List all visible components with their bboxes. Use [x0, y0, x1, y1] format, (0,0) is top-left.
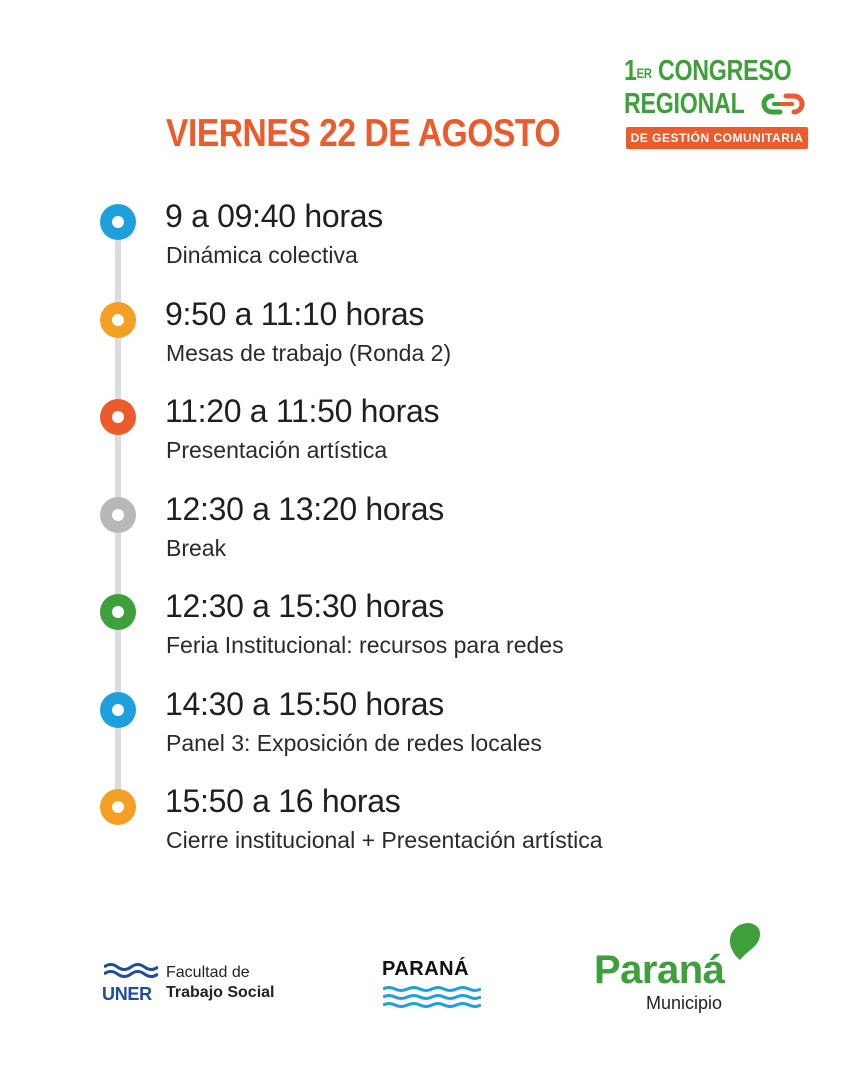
timeline-dot [100, 692, 136, 728]
schedule-desc: Panel 3: Exposición de redes locales [166, 730, 542, 756]
schedule-item [0, 296, 864, 376]
parana-municipio-name: Paraná [594, 948, 725, 992]
parana-waves-icon [383, 986, 481, 1008]
congress-line1 [624, 56, 791, 86]
schedule-desc: Presentación artística [166, 437, 388, 463]
schedule-time: 11:20 a 11:50 horas [165, 393, 440, 429]
congress-ordinal: 1 [624, 55, 637, 87]
schedule-item [0, 783, 864, 863]
congress-word: CONGRESO [651, 55, 792, 87]
schedule-time: 14:30 a 15:50 horas [165, 686, 444, 722]
congress-ordinal-suffix: ER [636, 65, 652, 81]
schedule-time: 12:30 a 13:20 horas [165, 491, 444, 527]
timeline-dot [100, 204, 136, 240]
schedule-time: 12:30 a 15:30 horas [165, 588, 444, 624]
day-title: VIERNES 22 DE AGOSTO [166, 112, 561, 155]
schedule-desc: Break [166, 535, 227, 561]
timeline-dot [100, 594, 136, 630]
timeline-dot [100, 789, 136, 825]
uner-faculty-line1: Facultad de [166, 964, 250, 981]
uner-logo [102, 962, 292, 1006]
parana-city-logo [382, 958, 482, 1010]
schedule-item [0, 198, 864, 278]
uner-waves-icon [104, 962, 158, 980]
schedule-desc: Feria Institucional: recursos para redes [166, 632, 564, 658]
schedule-item [0, 393, 864, 473]
timeline-dot [100, 497, 136, 533]
timeline-dot [100, 302, 136, 338]
timeline-dot [100, 399, 136, 435]
congress-line2: REGIONAL [624, 88, 745, 120]
schedule-time: 9:50 a 11:10 horas [165, 296, 425, 332]
congress-logo [624, 56, 810, 156]
schedule-item [0, 491, 864, 571]
leaf-icon [722, 920, 762, 964]
parana-municipio-sub: Municipio [646, 993, 723, 1013]
schedule-desc: Dinámica colectiva [166, 242, 358, 268]
parana-city-label: PARANÁ [382, 958, 470, 980]
parana-municipio-logo [594, 920, 774, 1020]
uner-faculty-line2: Trabajo Social [166, 984, 275, 1001]
congress-link-icon [760, 92, 806, 116]
schedule-item [0, 686, 864, 766]
schedule-item [0, 588, 864, 668]
schedule-desc: Cierre institucional + Presentación artística [166, 827, 603, 853]
congress-badge: DE GESTIÓN COMUNITARIA [626, 127, 808, 149]
schedule-time: 15:50 a 16 horas [165, 783, 401, 819]
schedule-time: 9 a 09:40 horas [165, 198, 383, 234]
uner-acronym: UNER [102, 984, 152, 1004]
schedule-desc: Mesas de trabajo (Ronda 2) [166, 340, 452, 366]
